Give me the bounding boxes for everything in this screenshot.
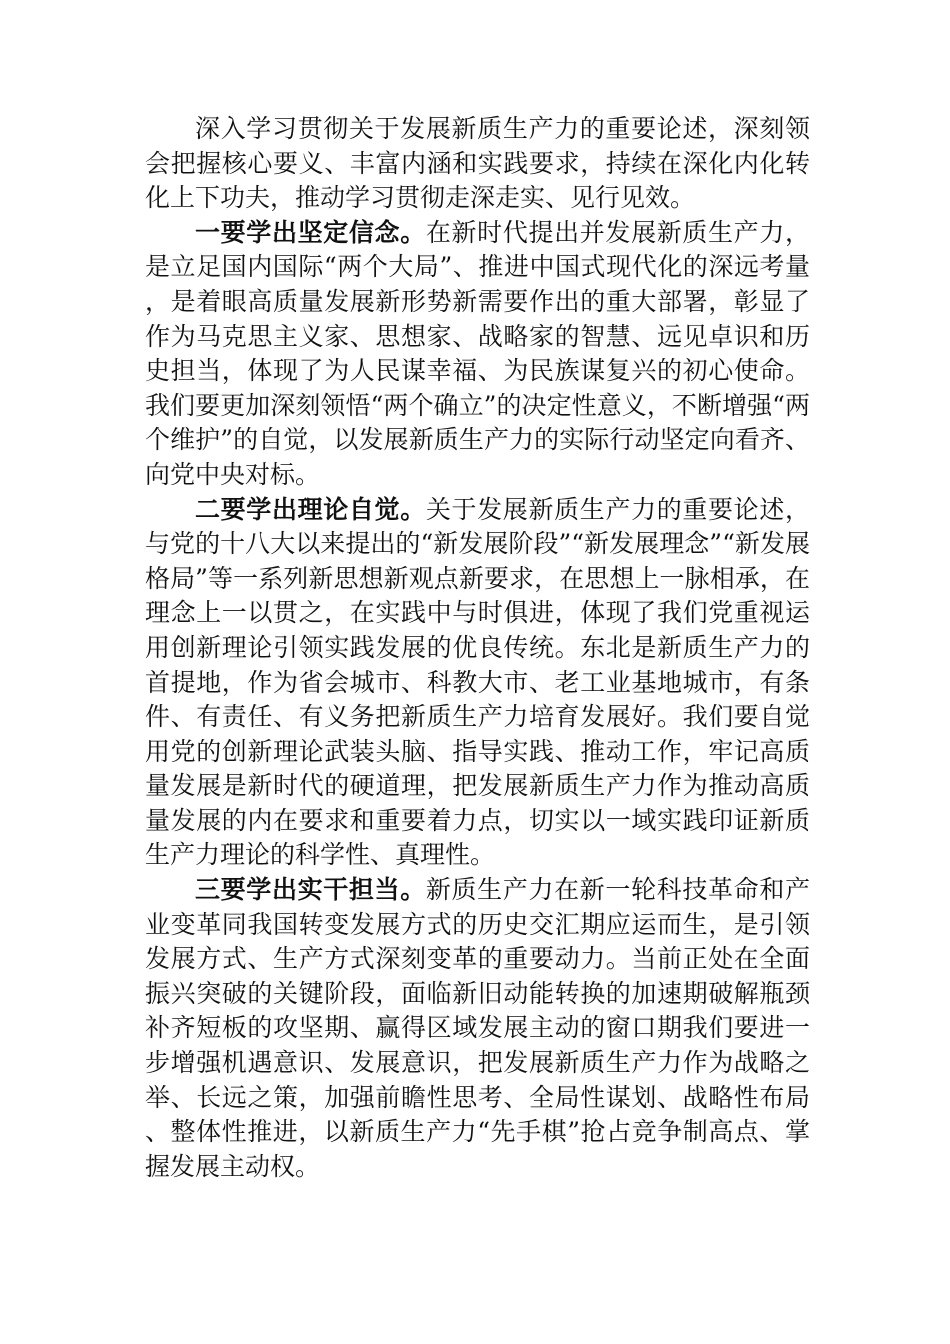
- paragraph-belief-text: 在新时代提出并发展新质生产力，是立足国内国际“两个大局”、推进中国式现代化的深远考量，是着眼高质量发展新形势新需要作出的重大部署，彰显了作为马克思主义家、思想家、战略家的智慧、远见卓识和历史担当，体现了为人民谋幸福、为民族谋复兴的初心使命。我们要更加深刻领悟“两个确立”的决定性意义，不断增强“两个维护”的自觉，以发展新质生产力的实际行动坚定向看齐、向党中央对标。: [145, 217, 810, 489]
- paragraph-belief-heading: 一要学出坚定信念。: [195, 217, 426, 247]
- paragraph-theory: [145, 493, 810, 874]
- paragraph-action-text: 新质生产力在新一轮科技革命和产业变革同我国转变发展方式的历史交汇期应运而生，是引领发展方式、生产方式深刻变革的重要动力。当前正处在全面振兴突破的关键阶段，面临新旧动能转换的加速期破解瓶颈补齐短板的攻坚期、赢得区域发展主动的窗口期我们要进一步增强机遇意识、发展意识，把发展新质生产力作为战略之举、长远之策，加强前瞻性思考、全局性谋划、战略性布局、整体性推进，以新质生产力“先手棋”抢占竞争制高点、掌握发展主动权。: [145, 875, 810, 1181]
- paragraph-belief: [145, 216, 810, 493]
- paragraph-action-heading: 三要学出实干担当。: [195, 875, 426, 905]
- document-body: [145, 112, 810, 1184]
- paragraph-intro-text: 深入学习贯彻关于发展新质生产力的重要论述，深刻领会把握核心要义、丰富内涵和实践要求，持续在深化内化转化上下功夫，推动学习贯彻走深走实、见行见效。: [145, 114, 810, 213]
- paragraph-action: [145, 873, 810, 1184]
- paragraph-theory-heading: 二要学出理论自觉。: [195, 494, 426, 524]
- paragraph-intro: [145, 112, 810, 216]
- paragraph-theory-text: 关于发展新质生产力的重要论述，与党的十八大以来提出的“新发展阶段”“新发展理念”“新发展格局”等一系列新思想新观点新要求，在思想上一脉相承，在理念上一以贯之，在实践中与时俱进，体现了我们党重视运用创新理论引领实践发展的优良传统。东北是新质生产力的首提地，作为省会城市、科教大市、老工业基地城市，有条件、有责任、有义务把新质生产力培育发展好。我们要自觉用党的创新理论武装头脑、指导实践、推动工作，牢记高质量发展是新时代的硬道理，把发展新质生产力作为推动高质量发展的内在要求和重要着力点，切实以一域实践印证新质生产力理论的科学性、真理性。: [145, 494, 810, 870]
